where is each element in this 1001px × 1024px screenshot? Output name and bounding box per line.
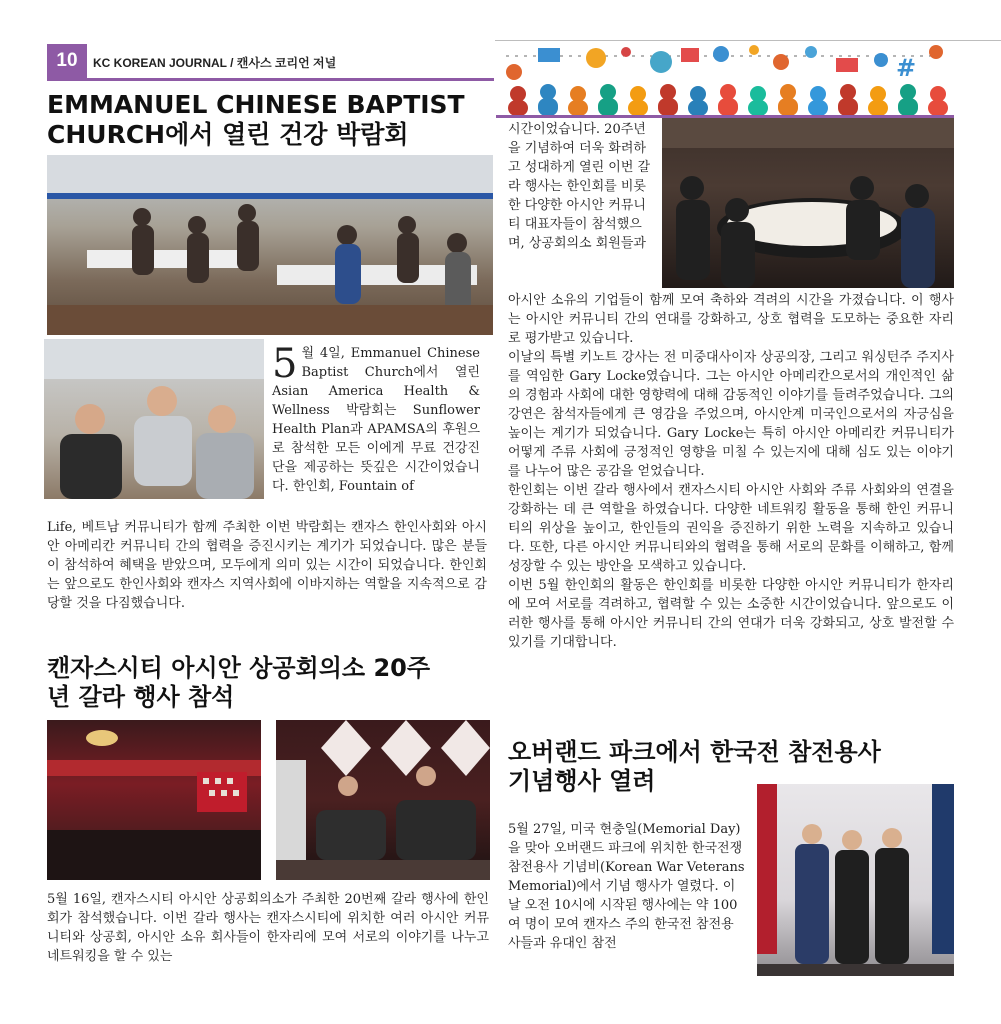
article2-title — [47, 654, 497, 712]
article1-title-line2: CHURCH에서 열린 건강 박람회 — [47, 120, 409, 149]
health-fair-volunteers-photo — [44, 339, 264, 499]
article3-text: 5월 27일, 미국 현충일(Memorial Day)을 맞아 오버랜드 파크에 위치한 한국전쟁 참전용사 기념비(Korean War Veterans Memorial)에서 기념 행사가 열렸다. 이날 오전 10시에 시작된 행사에는 약 100여 명이 모여 캔자스 주의 한국전 참전용사들과 유대인 참전 — [508, 822, 745, 951]
article2-title-line1: 캔자스시티 아시안 상공회의소 20주 — [47, 654, 431, 682]
article2-text-right-p2: 이날의 특별 키노트 강사는 전 미중대사이자 상공의장, 그리고 워싱턴주 주지사를 역임한 Gary Locke였습니다. 그는 아시안 아메리칸으로서의 개인적인 삶의 경험과 사회에 대한 영향력에 대해 감동적인 이야기를 들려주었습니다. 그의 강연은 참석자들에게 큰 영감을 주었으며, 아시안계 미국인으로서의 자긍심을 높이는 계기가 되었습니다. Gary Locke는 특히 아시안 아메리칸 커뮤니티가 어떻게 주류 사회에 긍정적인 영향을 미칠 수 있는지에 대해 심도 있는 이야기를 나누어 많은 공감을 얻었습니다. — [508, 350, 954, 479]
article2-text-right-p3: 한인회는 이번 갈라 행사에서 캔자스시티 아시안 사회와 주류 사회와의 연결을 강화하는 데 큰 역할을 하였습니다. 다양한 네트워킹 활동을 통해 한인 커뮤니티의 위상을 높이고, 한인들의 권익을 증진하기 위한 노력을 지속하고 있습니다. 또한, 다른 아시안 커뮤니티와의 협력을 통해 서로의 문화를 이해하고, 함께 성장할 수 있는 방안을 모색하고 있습니다. — [508, 483, 954, 574]
page-number: 10 — [47, 44, 87, 78]
header-rule — [47, 78, 494, 81]
article3-title-line2: 기념행사 열려 — [508, 766, 656, 795]
gala-keynote-photo — [276, 720, 490, 880]
article2-text-right — [508, 291, 954, 652]
top-rule — [495, 40, 1001, 41]
article3-title-line1: 오버랜드 파크에서 한국전 참전용사 — [508, 738, 881, 766]
health-fair-photo — [47, 155, 493, 335]
journal-title: KC KOREAN JOURNAL / 캔사스 코리언 저널 — [93, 56, 337, 70]
article2-text-right-p4: 이번 5월 한인회의 활동은 한인회를 비롯한 다양한 아시안 커뮤니티가 한자리에 모여 서로를 격려하고, 협력할 수 있는 소중한 시간이었습니다. 앞으로도 이러한 행사를 통해 아시안 커뮤니티 간의 연대가 더욱 강화되고, 상호 발전할 수 있기를 기대합니다. — [508, 578, 954, 650]
article2-text-right-top: 시간이었습니다. 20주년을 기념하여 더욱 화려하고 성대하게 열린 이번 갈라 행사는 한인회를 비롯한 다양한 아시안 커뮤니티 대표자들이 참석했으며, 상공회의소 회원들과 — [508, 122, 651, 251]
banner-illustration — [496, 42, 954, 116]
gala-ballroom-photo — [47, 720, 261, 880]
veterans-memorial-photo — [757, 784, 954, 976]
article2-title-line2: 년 갈라 행사 참석 — [47, 682, 235, 711]
article2-text-right-p1: 아시안 소유의 기업들이 함께 모여 축하와 격려의 시간을 가졌습니다. 이 행사는 아시안 커뮤니티 간의 연대를 강화하고, 상호 협력을 도모하는 중요한 자리로 평가받고 있습니다. — [508, 293, 954, 346]
gala-dinner-table-photo — [662, 118, 954, 288]
article1-text-part1: 월 4일, Emmanuel Chinese Baptist Church에서 열린 Asian America Health & Wellness 박람회는 Sunflower Health Plan과 APAMSA의 후원으로 참석한 모든 이에게 무료 건강진단을 제공하는 뜻깊은 시간이었습니다. 한인회, Fountain of — [272, 346, 480, 494]
article1-text-part2: Life, 베트남 커뮤니티가 함께 주최한 이번 박람회는 캔자스 한인사회와 아시안 아메리칸 커뮤니티 간의 협력을 증진시키는 계기가 되었습니다. 많은 분들이 참석하여 혜택을 받았으며, 모두에게 의미 있는 시간이 되었습니다. 한인회는 앞으로도 한인사회와 캔자스 지역사회에 이바지하는 역할을 지속적으로 감당할 것을 다짐했습니다. — [47, 520, 487, 611]
article1-title-line1: EMMANUEL CHINESE BAPTIST — [47, 90, 465, 119]
article2-text-left: 5월 16일, 캔자스시티 아시안 상공회의소가 주최한 20번째 갈라 행사에 한인회가 참석했습니다. 이번 갈라 행사는 캔자스시티에 위치한 여러 아시안 커뮤니티와 상공회, 아시안 소유 회사들이 한자리에 모여 서로의 이야기를 나누고 네트워킹을 할 수 있는 — [47, 892, 489, 964]
article1-dropcap: 5 — [272, 341, 298, 387]
article1-body-column — [272, 341, 480, 496]
svg-text:#: # — [896, 54, 917, 82]
article1-title — [47, 90, 497, 150]
